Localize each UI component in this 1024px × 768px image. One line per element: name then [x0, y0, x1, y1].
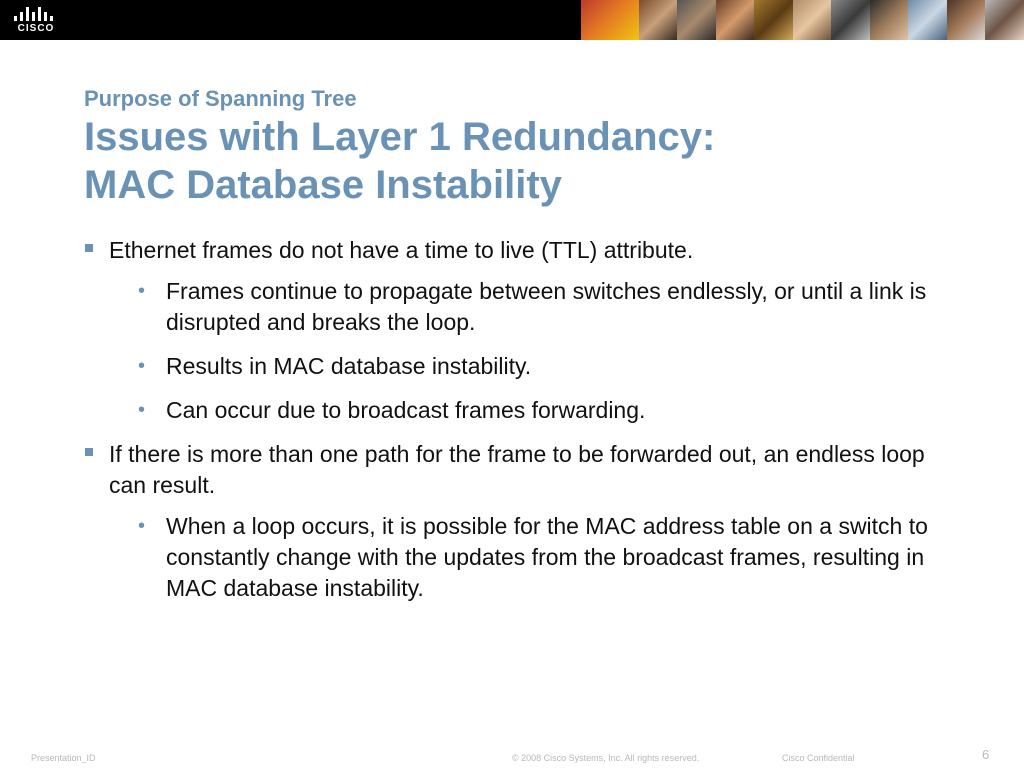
- confidential-label: Cisco Confidential: [782, 753, 855, 763]
- bullet-text: Can occur due to broadcast frames forwarding.: [166, 397, 646, 423]
- slide-title-line1: Issues with Layer 1 Redundancy:: [84, 115, 716, 159]
- bullet-level1: [84, 439, 964, 501]
- square-bullet-icon: [85, 448, 93, 456]
- bullet-text: When a loop occurs, it is possible for the MAC address table on a switch to constantly change with the updates from the broadcast frames, resulting in MAC database instability.: [166, 513, 928, 601]
- copyright-notice: © 2008 Cisco Systems, Inc. All rights reserved.: [512, 753, 700, 763]
- bullet-level2: [138, 276, 964, 338]
- bullet-text: Frames continue to propagate between switches endlessly, or until a link is disrupted and breaks the loop.: [166, 278, 927, 335]
- bullet-level2: [138, 395, 964, 426]
- dot-bullet-icon: •: [138, 280, 146, 302]
- section-title: Purpose of Spanning Tree: [84, 86, 357, 111]
- presentation-id: Presentation_ID: [31, 753, 96, 763]
- dot-bullet-icon: •: [138, 399, 146, 421]
- cisco-logo: [14, 5, 62, 35]
- dot-bullet-icon: •: [138, 355, 146, 377]
- bullet-text: Results in MAC database instability.: [166, 353, 532, 379]
- header-bar: [0, 0, 1024, 40]
- slide-body: [84, 235, 964, 617]
- slide-title-line2: MAC Database Instability: [84, 163, 562, 207]
- square-bullet-icon: [85, 244, 93, 252]
- bullet-level1: [84, 235, 964, 266]
- page-number: 6: [982, 747, 990, 762]
- bullet-level2: [138, 511, 964, 604]
- logo-text: CISCO: [17, 23, 55, 34]
- header-photo-strip: [581, 0, 1024, 40]
- slide-title: [84, 113, 715, 209]
- bullet-level2: [138, 351, 964, 382]
- dot-bullet-icon: •: [138, 515, 146, 537]
- cisco-bridge-icon: [14, 7, 58, 21]
- bullet-text: If there is more than one path for the frame to be forwarded out, an endless loop can result.: [109, 441, 925, 498]
- bullet-text: Ethernet frames do not have a time to live (TTL) attribute.: [109, 237, 694, 263]
